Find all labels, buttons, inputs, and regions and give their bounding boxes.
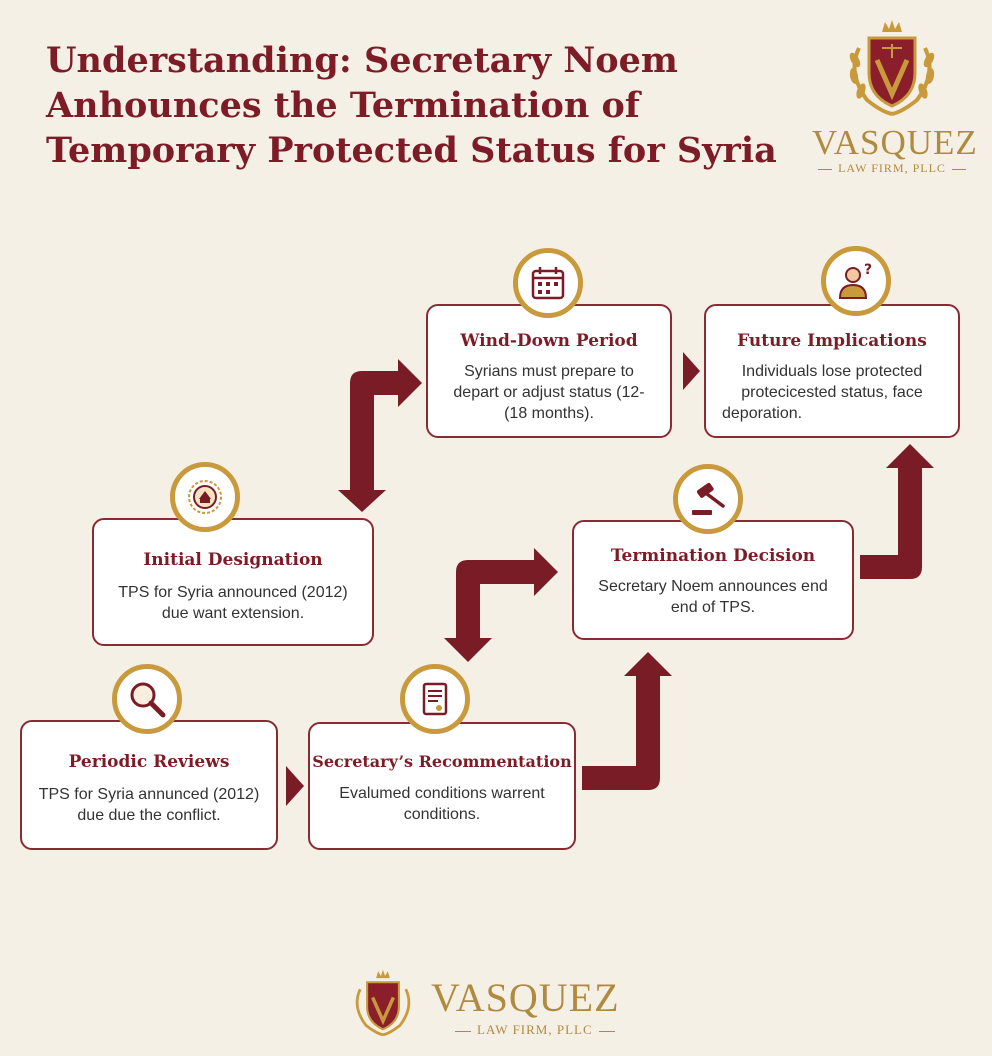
step-title: Periodic Reviews — [68, 752, 230, 772]
gavel-icon — [687, 478, 729, 520]
step-card-recommendation — [308, 722, 576, 850]
person-question-icon — [835, 260, 877, 302]
logo-subtitle: LAW FIRM, PLLC — [449, 1022, 621, 1038]
arrow-initial-to-winddown — [338, 359, 422, 512]
badge-initial — [170, 462, 240, 532]
step-title: Initial Designation — [143, 550, 323, 570]
step-card-future — [704, 304, 960, 438]
logo-bottom — [345, 968, 620, 1038]
step-line-1: Evalumed conditions warrent — [339, 785, 545, 802]
arrow-periodic-to-recommendation — [286, 766, 304, 806]
step-line-1: TPS for Syria annunced (2012) — [38, 786, 260, 803]
step-line-2: conditions. — [403, 806, 481, 823]
arrow-recommendation-to-termination — [582, 652, 672, 790]
magnifier-icon — [126, 678, 168, 720]
step-title: Secretary’s Recommentation — [312, 752, 572, 771]
step-title: Wind-Down Period — [460, 331, 638, 351]
arrow-winddown-to-future — [683, 352, 700, 390]
step-title: Termination Decision — [610, 546, 816, 566]
step-line-2: due want extension. — [161, 605, 305, 622]
step-title: Future Implications — [737, 331, 927, 351]
step-card-periodic — [20, 720, 278, 850]
step-line-2: due due the conflict. — [77, 807, 221, 824]
step-line-1: TPS for Syria announced (2012) — [118, 584, 348, 601]
document-icon — [415, 679, 455, 719]
badge-wind-down — [513, 248, 583, 318]
step-line-3: (18 months). — [504, 405, 594, 422]
step-line-2: depart or adjust status (12- — [453, 384, 645, 401]
svg-text:?: ? — [864, 262, 873, 278]
badge-termination — [673, 464, 743, 534]
logo-brand: VASQUEZ — [431, 975, 620, 1020]
step-line-3: deporation. — [722, 405, 803, 422]
step-line-2: end of TPS. — [670, 599, 756, 616]
badge-periodic — [112, 664, 182, 734]
title-line-3: Temporary Protected Status for Syria — [46, 130, 777, 171]
arrow-termination-to-future — [860, 444, 934, 579]
title-line-2: Anhounces the Termination of — [46, 85, 640, 126]
title-line-1: Understanding: Secretary Noem — [46, 40, 678, 81]
step-line-1: Secretary Noem announces end — [598, 578, 828, 595]
step-card-termination — [572, 520, 854, 640]
step-line-1: Individuals lose protected — [741, 363, 923, 380]
calendar-icon — [528, 263, 568, 303]
badge-future — [821, 246, 891, 316]
badge-recommendation — [400, 664, 470, 734]
step-card-wind-down — [426, 304, 672, 438]
step-card-initial — [92, 518, 374, 646]
arrow-recommendation-loop — [444, 548, 558, 662]
step-line-1: Syrians must prepare to — [464, 363, 634, 380]
law-firm-emblem-icon — [345, 968, 421, 1038]
seal-icon — [185, 477, 225, 517]
step-line-2: protecicested status, face — [741, 384, 923, 401]
logo-brand: VASQUEZ — [812, 123, 978, 162]
logo-subtitle: LAW FIRM, PLLC — [812, 161, 972, 176]
